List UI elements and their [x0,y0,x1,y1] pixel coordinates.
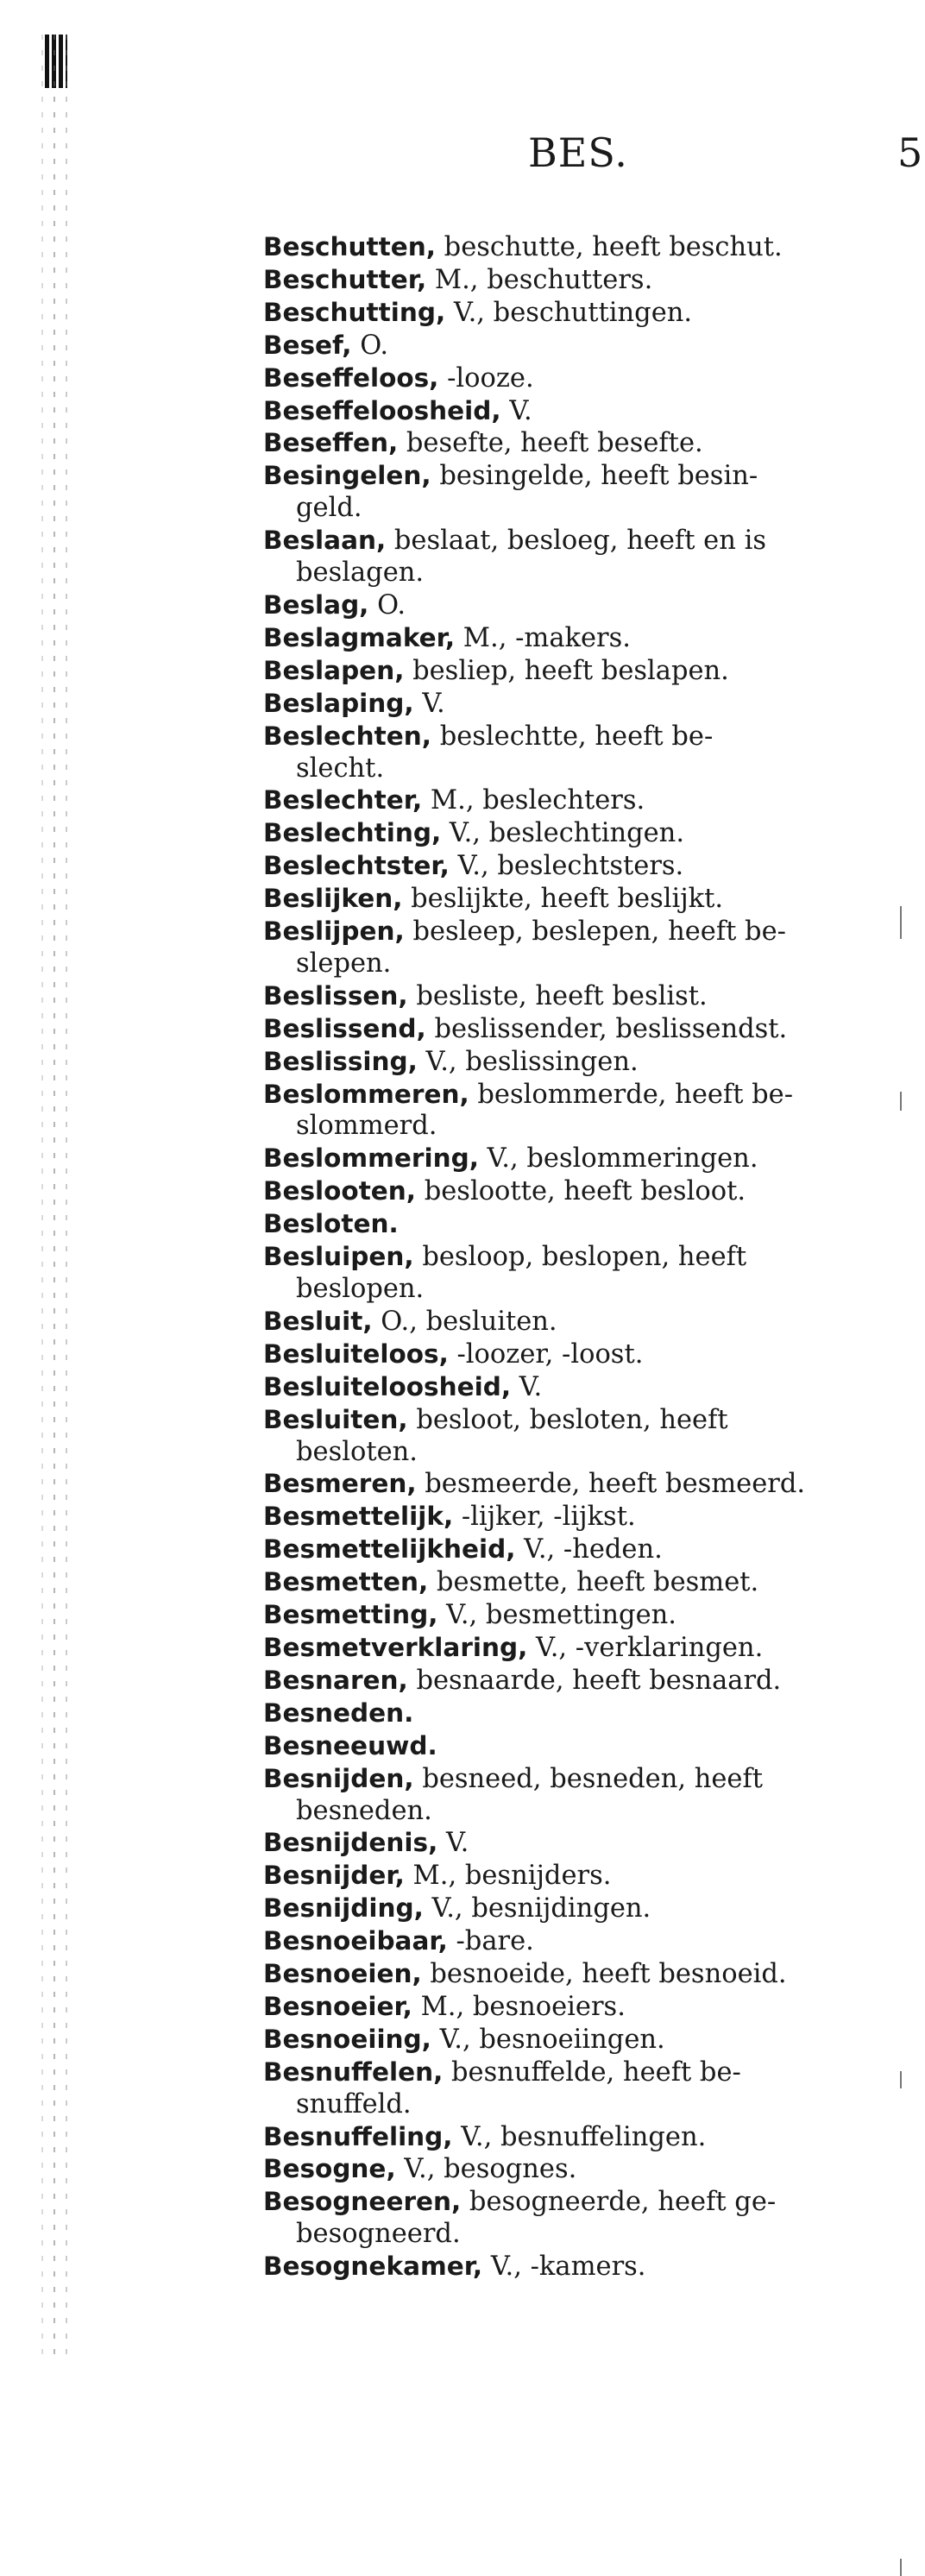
entry-definition: M., -makers. [462,622,631,653]
entry-headword: Besnijdenis, [263,1828,438,1858]
entry-headword: Beslechter, [263,785,423,816]
dictionary-entry [263,1468,880,1501]
entry-definition: V., beslommeringen. [487,1143,758,1175]
entry-definition: V., -kamers. [490,2252,646,2283]
dictionary-entry [263,2186,880,2251]
dictionary-entry [263,1501,880,1534]
entry-headword: Beslag, [263,589,369,620]
entry-headword: Besef, [263,330,352,360]
entry-definition: -looze. [447,362,534,394]
dictionary-entry [263,1241,880,1306]
entry-definition: besmeerde, heeft besmeerd. [425,1469,806,1500]
entry-headword: Besnuffelen, [263,2056,444,2087]
entry-continuation: slommerd. [296,1111,437,1142]
right-edge-mark [900,1092,902,1111]
entry-headword: Beschutten, [263,232,436,261]
entry-definition: besneed, besneden, heeft [422,1763,764,1794]
dictionary-entry [263,264,880,297]
entry-headword: Beseffeloosheid, [263,395,501,425]
dictionary-entry [263,395,880,428]
dictionary-entry [263,1827,880,1860]
entry-definition: beslootte, heeft besloot. [424,1176,746,1207]
dictionary-entry [263,1730,880,1763]
entry-definition: beslijkte, heeft beslijkt. [411,884,724,915]
entry-definition: V. [519,1371,543,1402]
entry-headword: Besnaren, [263,1665,408,1695]
entry-continuation: beslopen. [296,1274,425,1304]
entry-definition: beslaat, besloeg, heeft en is [393,526,766,557]
entry-definition: -lijker, -lijkst. [461,1502,636,1533]
entry-definition: besleep, beslepen, heeft be- [412,916,786,948]
dictionary-entry [263,850,880,883]
margin-scratch-line [53,35,55,2365]
entry-headword: Beslooten, [263,1176,417,1206]
entry-headword: Beseffeloos, [263,362,439,393]
entry-definition: V. [422,688,445,719]
entry-headword: Beschutting, [263,297,446,327]
entry-definition: besloot, besloten, heeft [416,1404,728,1435]
running-head: BES. [528,129,628,176]
entry-headword: Besmettelijkheid, [263,1534,516,1565]
entry-definition: besloop, beslopen, heeft [422,1242,747,1273]
entry-definition: besmette, heeft besmet. [436,1567,759,1598]
dictionary-entry [263,297,880,330]
dictionary-entry [263,2121,880,2154]
entry-headword: Beslissen, [263,980,408,1011]
entry-headword: Beschutter, [263,264,427,294]
entry-definition: besnuffelde, heeft be- [451,2056,741,2088]
dictionary-entry [263,2024,880,2056]
entry-headword: Beslijken, [263,884,403,914]
dictionary-entry [263,688,880,721]
dictionary-entry [263,460,880,525]
dictionary-entry [263,1925,880,1958]
margin-scratch-line [66,35,67,2365]
entry-definition: besogneerde, heeft ge- [469,2187,777,2218]
dictionary-entry [263,231,880,264]
dictionary-entry [263,2251,880,2283]
dictionary-entry [263,721,880,785]
entry-headword: Besnijden, [263,1763,414,1793]
entry-headword: Besnoeiing, [263,2024,431,2054]
entry-definition: besliep, heeft beslapen. [412,655,729,686]
dictionary-entry [263,622,880,655]
entry-definition: O., besluiten. [381,1306,557,1337]
entry-definition: -bare. [456,1926,534,1957]
entry-continuation: besloten. [296,1436,418,1467]
entry-definition: beslechtte, heeft be- [439,721,714,752]
dictionary-entry [263,1079,880,1143]
right-edge-mark [900,906,902,939]
dictionary-entry [263,1860,880,1893]
entry-headword: Besluit, [263,1306,373,1336]
entry-headword: Besingelen, [263,461,431,491]
entry-headword: Besluiten, [263,1404,408,1434]
binding-edge-mark [45,35,67,88]
dictionary-entry [263,525,880,589]
entry-definition: besliste, heeft beslist. [416,980,708,1011]
entry-headword: Besnuffeling, [263,2121,453,2151]
entry-definition: M., beslechters. [430,785,645,816]
entry-definition: besnoeide, heeft besnoeid. [430,1959,787,1990]
entry-headword: Besnoeien, [263,1959,422,1989]
entry-headword: Beslissing, [263,1046,418,1076]
entry-headword: Beslaan, [263,526,387,556]
entry-definition: V., -heden. [524,1534,663,1565]
entry-headword: Besogne, [263,2154,396,2184]
dictionary-entry [263,1991,880,2024]
entry-headword: Besmetting, [263,1600,438,1630]
entry-definition: M., beschutters. [434,264,653,295]
dictionary-entries [263,231,880,2283]
entry-headword: Besmeren, [263,1469,417,1499]
dictionary-entry [263,427,880,460]
entry-definition: V. [445,1828,469,1859]
entry-headword: Beslommeren, [263,1079,469,1109]
entry-definition: V., besnijdingen. [431,1893,651,1924]
entry-headword: Besneden. [263,1697,414,1728]
dictionary-entry [263,784,880,817]
dictionary-entry [263,1763,880,1828]
entry-definition: V., besnoeiingen. [439,2024,665,2055]
dictionary-entry [263,2153,880,2186]
margin-scratch-line [41,35,43,2365]
entry-headword: Besluiteloosheid, [263,1371,512,1401]
dictionary-entry [263,1013,880,1046]
dictionary-entry [263,1566,880,1599]
entry-continuation: slecht. [296,753,385,784]
entry-headword: Beslechtster, [263,851,450,881]
entry-headword: Beslaping, [263,688,414,718]
page-header [0,129,925,181]
dictionary-entry [263,980,880,1013]
entry-definition: O. [360,330,389,361]
dictionary-entry [263,916,880,980]
entry-headword: Besnijder, [263,1861,405,1891]
entry-definition: M., besnoeiers. [420,1991,626,2022]
dictionary-entry [263,817,880,850]
entry-definition: beslommerde, heeft be- [477,1079,794,1110]
entry-headword: Besmettelijk, [263,1502,454,1532]
dictionary-entry [263,1046,880,1079]
entry-headword: Besluiteloos, [263,1338,449,1369]
dictionary-entry [263,1143,880,1175]
entry-definition: O. [377,589,406,620]
page-number: 5 [897,129,923,176]
entry-headword: Beslommering, [263,1143,479,1174]
entry-definition: beslissender, beslissendst. [434,1013,788,1044]
entry-headword: Besnoeier, [263,1991,412,2021]
dictionary-entry [263,1599,880,1632]
entry-definition: V., besnuffelingen. [461,2121,707,2152]
dictionary-entry [263,1306,880,1338]
dictionary-entry [263,1697,880,1730]
entry-headword: Besluipen, [263,1242,414,1272]
dictionary-entry [263,1958,880,1991]
entry-headword: Besnijding, [263,1893,424,1924]
dictionary-entry [263,362,880,395]
entry-headword: Beslissend, [263,1013,426,1043]
entry-definition: besefte, heeft besefte. [406,428,703,459]
entry-headword: Beslapen, [263,655,405,685]
dictionary-entry [263,1632,880,1665]
entry-definition: besnaarde, heeft besnaard. [416,1665,782,1696]
entry-continuation: beslagen. [296,557,425,589]
entry-continuation: snuffeld. [296,2088,412,2119]
entry-definition: V., -verklaringen. [536,1632,764,1663]
entry-definition: beschutte, heeft beschut. [444,232,783,262]
entry-definition: V., beslechtsters. [457,851,684,882]
entry-headword: Beslechten, [263,721,431,751]
entry-continuation: besneden. [296,1795,432,1826]
dictionary-entry [263,1208,880,1241]
dictionary-entry [263,1175,880,1208]
entry-definition: -loozer, -loost. [456,1338,644,1370]
dictionary-entry [263,883,880,916]
right-edge-mark [900,2559,902,2576]
entry-headword: Beslechting, [263,818,442,848]
dictionary-entry [263,1665,880,1697]
entry-headword: Besmetten, [263,1567,429,1597]
dictionary-entry [263,1404,880,1469]
entry-definition: V., beslissingen. [425,1046,639,1077]
entry-continuation: besogneerd. [296,2219,461,2250]
dictionary-entry [263,2056,880,2121]
dictionary-entry [263,589,880,622]
entry-headword: Beslagmaker, [263,622,456,652]
dictionary-entry [263,1893,880,1925]
entry-definition: V., beslechtingen. [449,818,685,849]
dictionary-entry [263,655,880,688]
dictionary-entry [263,330,880,362]
entry-definition: V., beschuttingen. [453,297,693,328]
entry-headword: Besneeuwd. [263,1730,437,1760]
right-edge-mark [900,2071,902,2088]
dictionary-entry [263,1371,880,1404]
dictionary-entry [263,1338,880,1371]
entry-definition: V. [509,395,532,426]
entry-headword: Besmetverklaring, [263,1632,528,1662]
entry-headword: Besogneeren, [263,2187,462,2217]
entry-definition: V., besmettingen. [446,1600,676,1631]
entry-headword: Besnoeibaar, [263,1926,448,1956]
entry-definition: V., besognes. [404,2154,577,2185]
entry-continuation: geld. [296,493,362,524]
entry-headword: Beseffen, [263,428,399,458]
entry-headword: Beslijpen, [263,916,405,947]
dictionary-entry [263,1534,880,1566]
entry-headword: Besognekamer, [263,2252,483,2282]
entry-definition: besingelde, heeft besin- [439,461,758,492]
entry-headword: Besloten. [263,1209,399,1239]
entry-continuation: slepen. [296,948,392,979]
entry-definition: M., besnijders. [412,1861,612,1892]
